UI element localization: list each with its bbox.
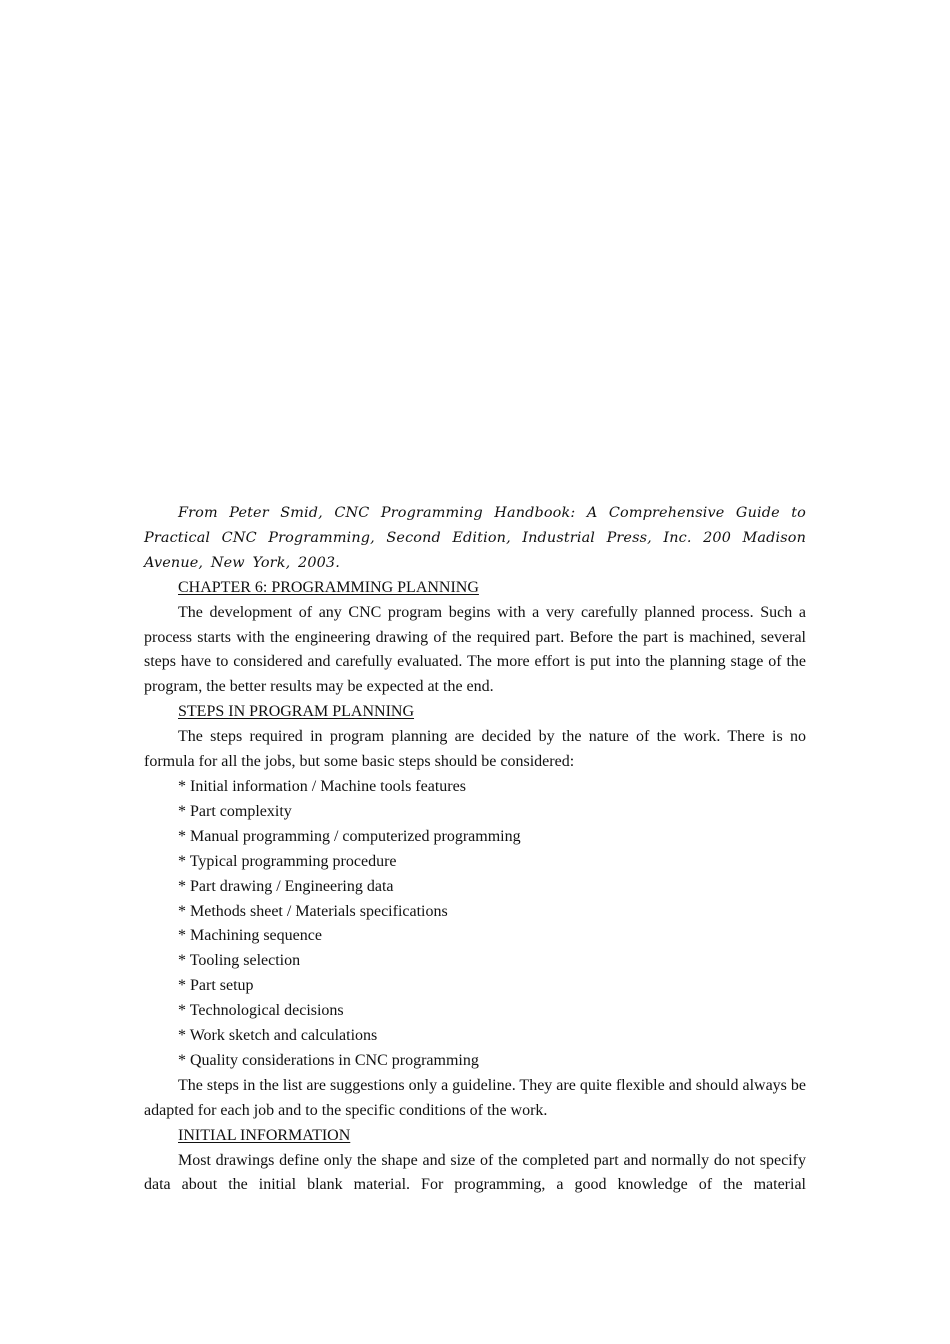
steps-heading-text: STEPS IN PROGRAM PLANNING: [178, 703, 415, 721]
list-item: * Quality considerations in CNC programming: [178, 1051, 479, 1069]
initial-information-heading-text: INITIAL INFORMATION: [178, 1126, 351, 1144]
initial-information-heading: [144, 1124, 806, 1149]
intro-paragraph: The development of any CNC program begins with a very carefully planned process. Such a process starts with the engineering drawing of the required part. Before the part is machined, several steps have to considered and carefully evaluated. The more effort is put into the planning stage of the program, the better results may be expected at the end.: [144, 603, 806, 696]
list-item: * Part setup: [178, 977, 254, 995]
citation-paragraph: From Peter Smid, CNC Programming Handbook: A Comprehensive Guide to Practical CNC Programming, Second Edition, Industrial Press, Inc. 200 Madison Avenue, New York, 2003.: [144, 505, 806, 571]
steps-list: [144, 775, 806, 1074]
chapter-heading: [144, 576, 806, 601]
list-item: * Initial information / Machine tools features: [178, 777, 466, 795]
list-item: * Part complexity: [178, 802, 292, 820]
page-content: [144, 501, 806, 1198]
list-item: * Part drawing / Engineering data: [178, 877, 394, 895]
list-item: * Typical programming procedure: [178, 852, 397, 870]
chapter-heading-text: CHAPTER 6: PROGRAMMING PLANNING: [178, 578, 479, 596]
list-item: * Technological decisions: [178, 1002, 344, 1020]
list-item: * Manual programming / computerized programming: [178, 827, 521, 845]
steps-note-paragraph: The steps in the list are suggestions only a guideline. They are quite flexible and should always be adapted for each job and to the specific conditions of the work.: [144, 1076, 806, 1119]
list-item: * Methods sheet / Materials specifications: [178, 902, 448, 920]
steps-paragraph: The steps required in program planning are decided by the nature of the work. There is no formula for all the jobs, but some basic steps should be considered:: [144, 728, 806, 771]
list-item: * Tooling selection: [178, 952, 301, 970]
list-item: * Work sketch and calculations: [178, 1027, 378, 1045]
list-item: * Machining sequence: [178, 927, 322, 945]
steps-heading: [144, 700, 806, 725]
initial-information-paragraph: Most drawings define only the shape and size of the completed part and normally do not specify data about the initial blank material. For programming, a good knowledge of the material: [144, 1151, 806, 1194]
